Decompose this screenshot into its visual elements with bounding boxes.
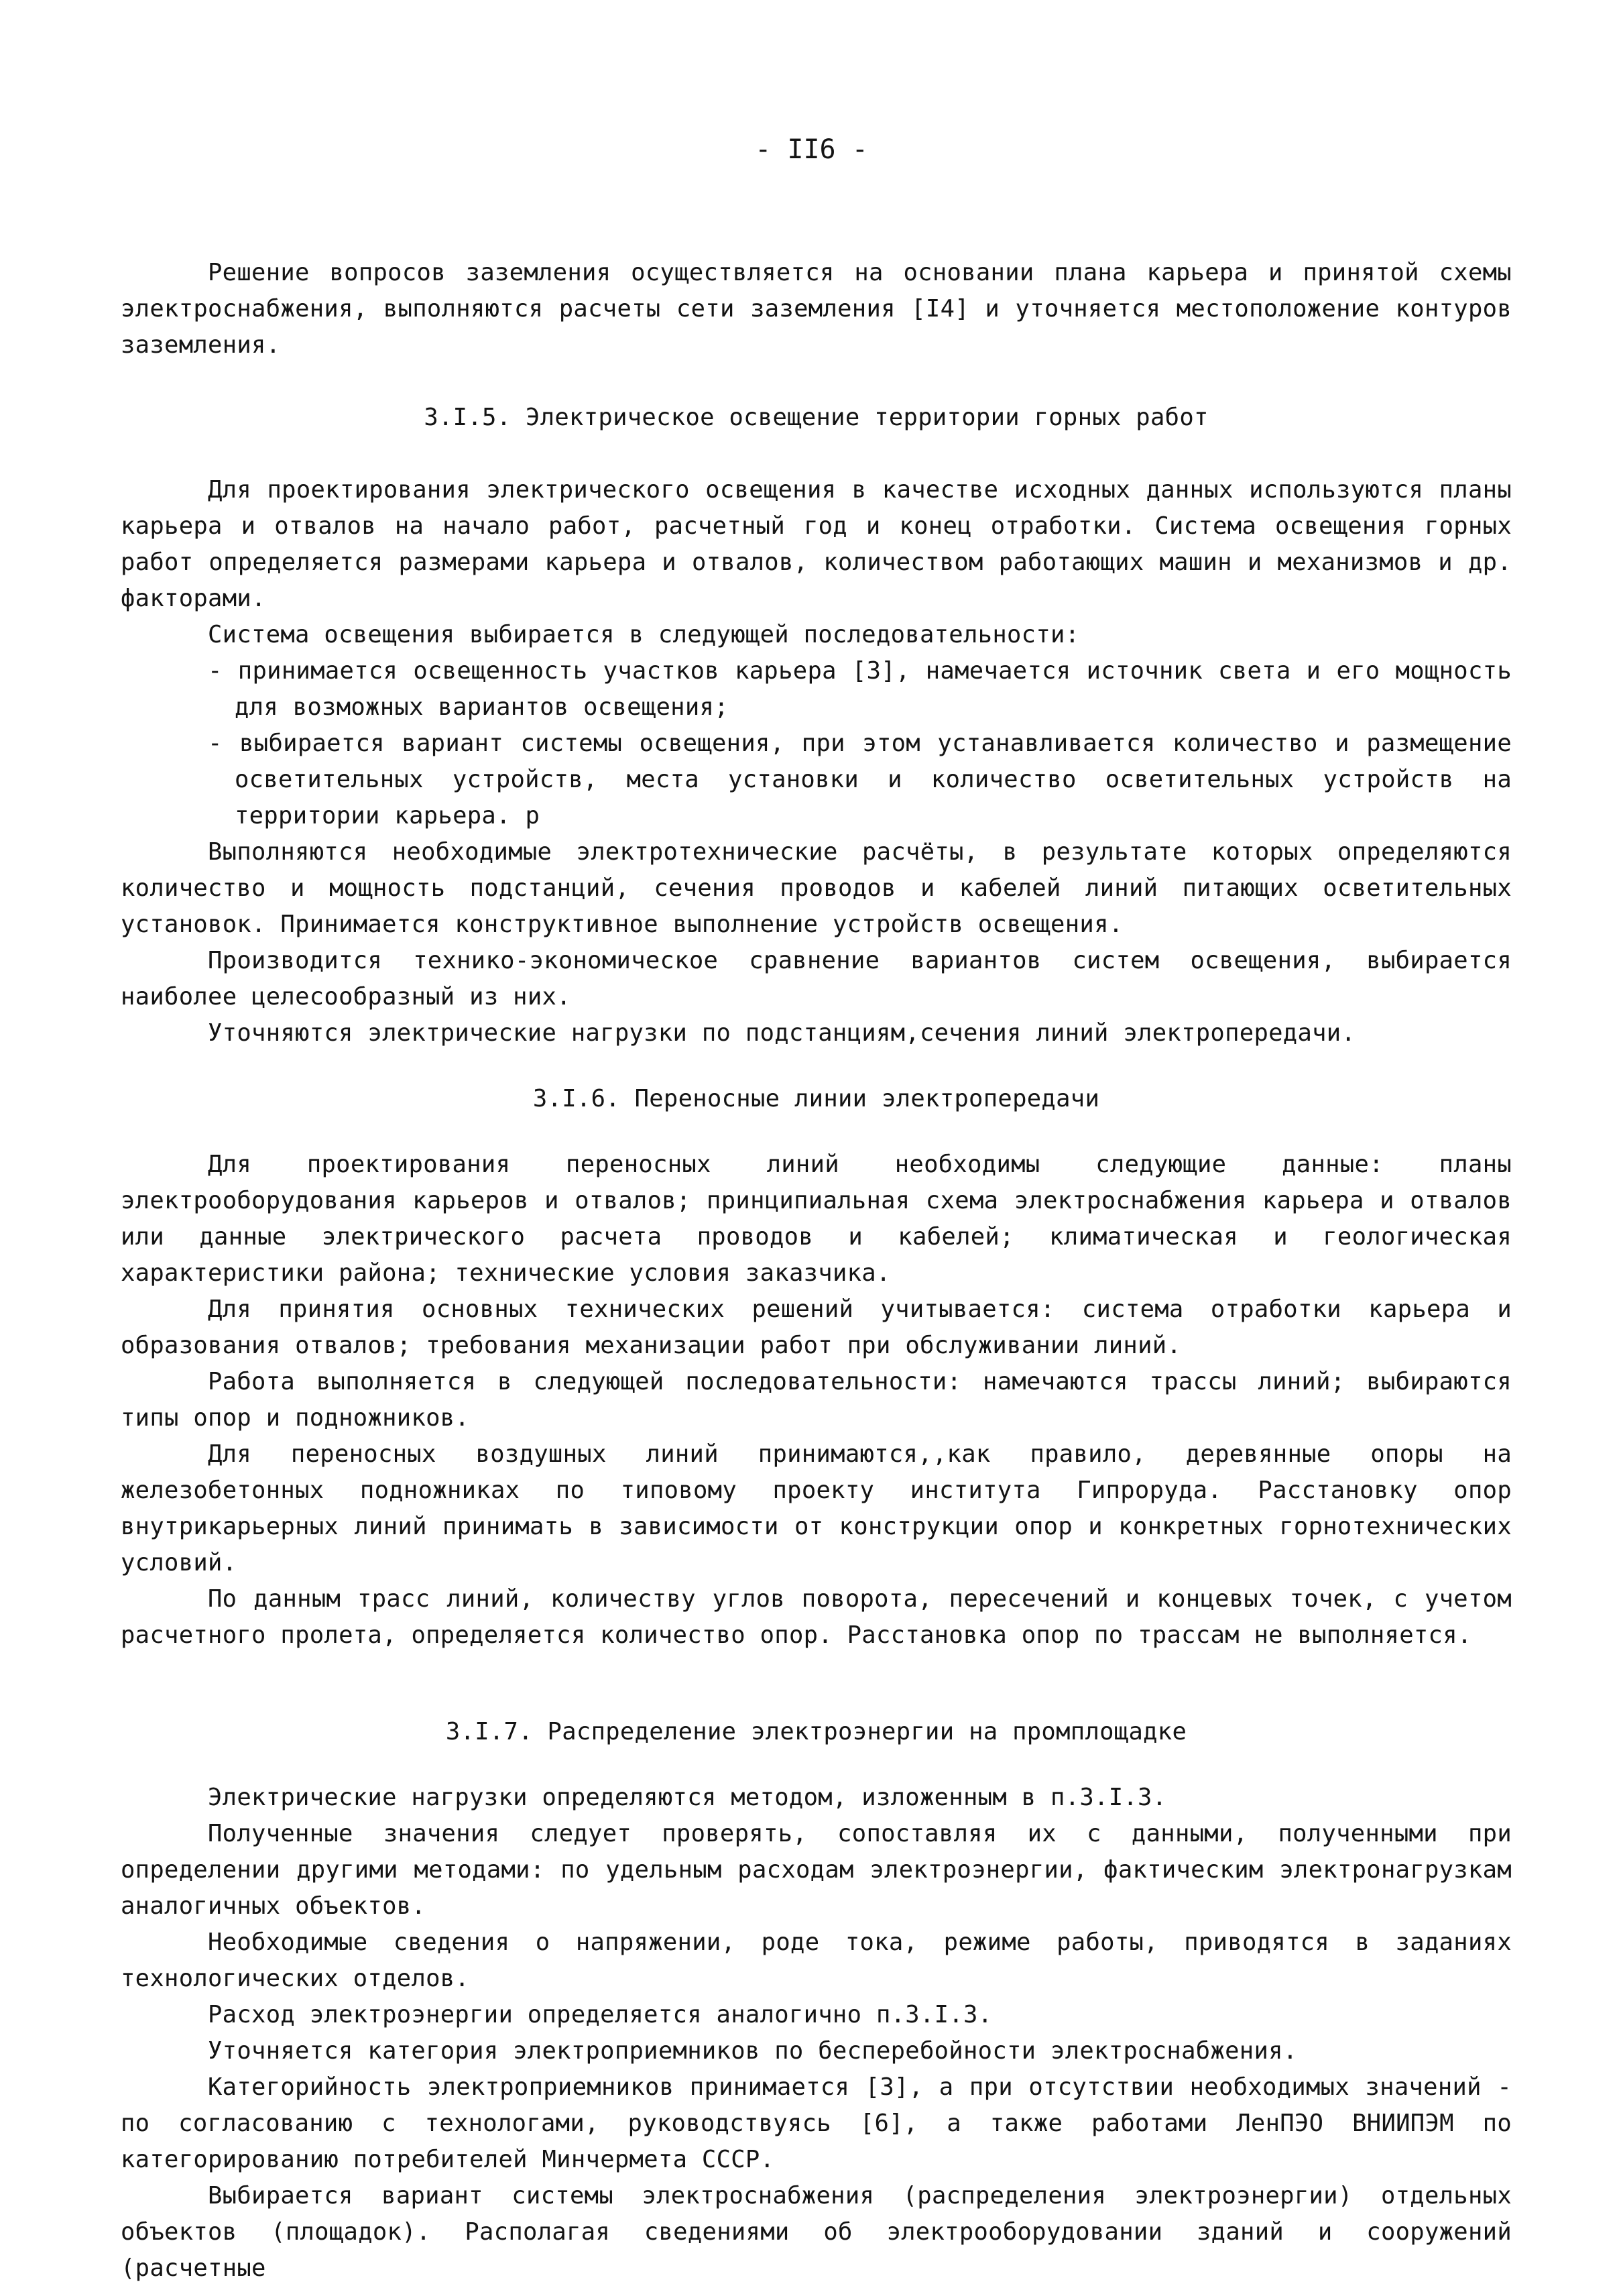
s316-paragraph-5: По данным трасс линий, количеству углов поворота, пересечений и концевых точек, с учетом расчетного пролета, определяется количество опор. Расстановка опор по трассам не выполняется. xyxy=(121,1585,1512,1649)
s315-paragraph-1: Для проектирования электрического освещения в качестве исходных данных используются планы карьера и отвалов на начало работ, расчетный год и конец отработки. Система освещения горных работ определяется размерами карьера и отвалов, количеством работающих машин и механизмов и др. факторами. xyxy=(121,476,1512,612)
s317-paragraph-1: Электрические нагрузки определяются методом, изложенным в п.3.I.3. xyxy=(208,1784,1167,1811)
document-body xyxy=(121,255,1512,2287)
intro-paragraph: Решение вопросов заземления осуществляется на основании плана карьера и принятой схемы электроснабжения, выполняются расчеты сети заземления [I4] и уточняется местоположение контуров заземления. xyxy=(121,259,1512,359)
section-3-1-7-title: 3.I.7. Распределение электроэнергии на промплощадке xyxy=(445,1718,1187,1745)
page-number: - II6 - xyxy=(755,134,868,165)
s315-bullet-2: - выбирается вариант системы освещения, при этом устанавливается количество и размещение осветительных устройств, места установки и количество осветительных устройств на территории карьера. р xyxy=(208,730,1512,829)
s317-paragraph-4: Расход электроэнергии определяется аналогично п.3.I.3. xyxy=(208,2001,993,2028)
s317-paragraph-6: Категорийность электроприемников принимается [3], а при отсутствии необходимых значений - по согласованию с технологами, руководствуясь [6], а также работами ЛенПЭО ВНИИПЭМ по категорированию потребителей Минчермета СССР. xyxy=(121,2073,1512,2173)
s315-bullet-1: - принимается освещенность участков карьера [3], намечается источник света и его мощность для возможных вариантов освещения; xyxy=(208,657,1512,721)
s316-paragraph-4: Для переносных воздушных линий принимаются,,как правило, деревянные опоры на железобетонных подножниках по типовому проекту института Гипроруда. Расстановку опор внутрикарьерных линий принимать в зависимости от конструкции опор и конкретных горнотехнических условий. xyxy=(121,1440,1512,1576)
section-3-1-5-title: 3.I.5. Электрическое освещение территории горных работ xyxy=(424,404,1209,431)
s315-paragraph-4: Производится технико-экономическое сравнение вариантов систем освещения, выбирается наиболее целесообразный из них. xyxy=(121,947,1512,1011)
s317-paragraph-7: Выбирается вариант системы электроснабжения (распределения электроэнергии) отдельных объектов (площадок). Располагая сведениями об электрооборудовании зданий и сооружений (расчетные xyxy=(121,2182,1512,2282)
s317-paragraph-3: Необходимые сведения о напряжении, роде тока, режиме работы, приводятся в заданиях технологических отделов. xyxy=(121,1929,1512,1992)
s316-paragraph-2: Для принятия основных технических решений учитывается: система отработки карьера и образования отвалов; требования механизации работ при обслуживании линий. xyxy=(121,1296,1512,1359)
s317-paragraph-5: Уточняется категория электроприемников по бесперебойности электроснабжения. xyxy=(208,2037,1298,2065)
s317-paragraph-2: Полученные значения следует проверять, сопоставляя их с данными, полученными при определении другими методами: по удельным расходам электроэнергии, фактическим электронагрузкам аналогичных объектов. xyxy=(121,1820,1512,1920)
section-3-1-6-title: 3.I.6. Переносные линии электропередачи xyxy=(532,1085,1100,1112)
s315-paragraph-5: Уточняются электрические нагрузки по подстанциям,сечения линий электропередачи. xyxy=(208,1019,1356,1047)
s316-paragraph-3: Работа выполняется в следующей последовательности: намечаются трассы линий; выбираются типы опор и подножников. xyxy=(121,1368,1512,1432)
s315-paragraph-3: Выполняются необходимые электротехнические расчёты, в результате которых определяются количество и мощность подстанций, сечения проводов и кабелей линий питающих осветительных установок. Принимается конструктивное выполнение устройств освещения. xyxy=(121,838,1512,938)
s315-paragraph-2: Система освещения выбирается в следующей последовательности: xyxy=(208,621,1080,648)
s316-paragraph-1: Для проектирования переносных линий необходимы следующие данные: планы электрооборудования карьеров и отвалов; принципиальная схема электроснабжения карьера и отвалов или данные электрического расчета проводов и кабелей; климатическая и геологическая характеристики района; технические условия заказчика. xyxy=(121,1151,1512,1287)
